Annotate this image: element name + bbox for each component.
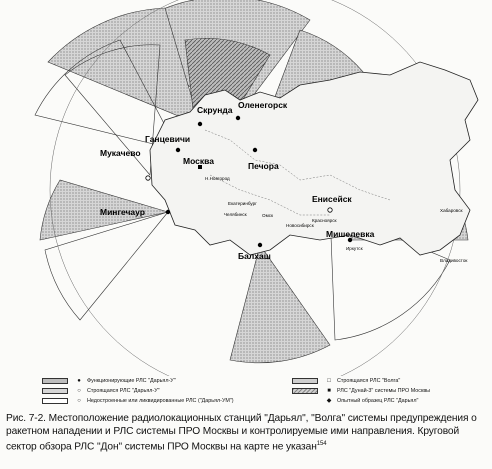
legend-item [42,396,234,406]
label-krasnoyarsk: Красноярск [312,218,337,223]
label-mukachevo: Мукачево [100,148,141,158]
caption-text: Рис. 7-2. Местоположение радиолокационных станций "Дарьял", "Волга" системы предупреждения о ракетном нападении и РЛС системы ПРО Москвы и контролируемые ими направления. Круговой сектор обзора РЛС "Дон" системы ПРО Москвы на карте не указан [6,413,477,453]
legend-item [292,386,430,396]
legend-swatch [42,398,68,404]
station-mukachevo-marker [146,176,150,180]
label-nnovgorod: Н.Новгород [205,176,230,181]
figure-caption [6,412,490,453]
legend-item [42,386,160,396]
label-moskva: Москва [183,156,214,166]
station-balkhash-marker [258,243,262,247]
label-gantsevichi: Ганцевичи [145,134,191,144]
legend-text: Строящаяся РЛС "Волга" [337,378,401,384]
station-eniseisk-marker [328,208,332,212]
legend-swatch [42,388,68,394]
legend-text: Функционирующие РЛС "Дарьял-У" [87,378,176,384]
legend-item [42,376,176,386]
label-omsk: Омск [262,213,274,218]
legend-marker: ● [77,378,81,384]
station-gantsevichi-marker [176,148,180,152]
legend-marker: ◆ [326,398,332,404]
legend-swatch [42,378,68,384]
label-mishelevka: Мишелевка [326,229,375,239]
legend-marker: ■ [327,388,331,394]
legend-swatch [292,398,318,404]
legend-swatch [292,388,318,394]
label-chelyabinsk: Челябинск [224,212,247,217]
legend-text: Недостроенные или ликвидированные РЛС ("Дарьял-УМ") [87,398,234,404]
legend-text: Строящаяся РЛС "Дарьял-У" [87,388,160,394]
station-mingechaur-marker [166,210,170,214]
sector-balkhash [230,245,330,363]
legend-marker: □ [327,378,331,384]
label-skrunda: Скрунда [197,105,233,115]
label-pechora: Печора [248,161,279,171]
station-skrunda-marker [198,122,202,126]
legend [42,376,482,416]
label-vladivostok: Владивосток [440,258,468,263]
legend-swatch [292,378,318,384]
label-mingechaur: Мингечаур [100,207,145,217]
label-olenegorsk: Оленегорск [238,100,288,110]
label-khabarovsk: Хабаровск [440,208,463,213]
label-irkutsk: Иркутск [346,246,363,251]
legend-text: РЛС "Дунай-3" системы ПРО Москвы [337,388,431,394]
legend-marker: ○ [77,388,81,394]
station-pechora-marker [253,148,257,152]
label-balkhash: Балхаш [238,251,271,261]
station-olenegorsk-marker [236,116,240,120]
label-novosibirsk: Новосибирск [286,223,314,228]
legend-text: Опытный образец РЛС "Дарьял" [337,398,419,404]
caption-footnote: 154 [316,441,327,447]
label-ekaterinburg: Екатеринбург [228,201,257,206]
legend-marker: ○ [77,398,81,404]
legend-item [292,396,418,406]
legend-item [292,376,400,386]
label-eniseisk: Енисейск [312,194,352,204]
